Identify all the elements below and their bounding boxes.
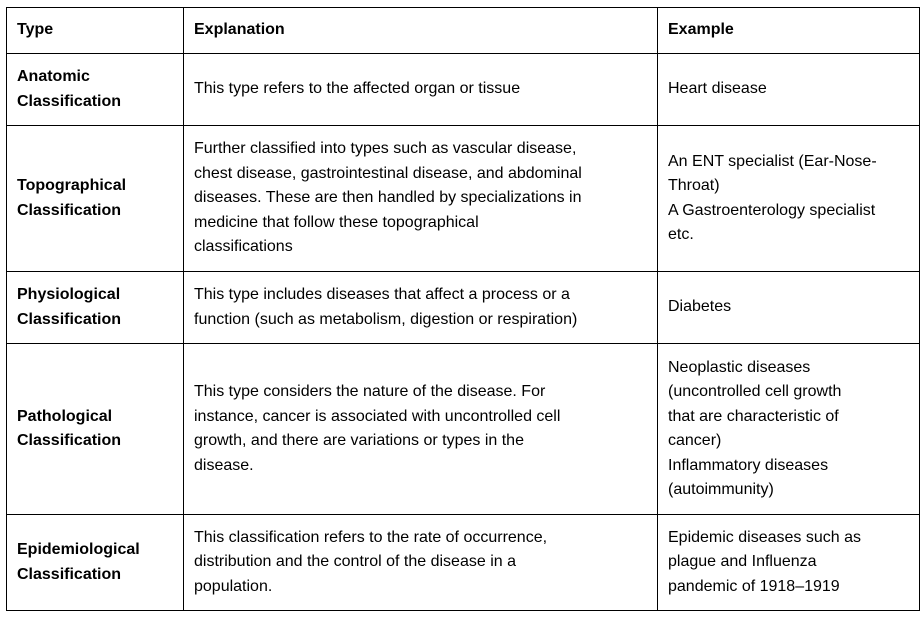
cell-line: diseases. These are then handled by specializations in — [194, 189, 582, 207]
table-row — [7, 126, 920, 272]
cell-line: Classification — [17, 201, 122, 219]
cell-line: Classification — [17, 310, 122, 328]
cell-line: function (such as metabolism, digestion or respiration) — [194, 310, 578, 328]
cell-line: Epidemic diseases such as — [668, 528, 861, 546]
header-type: Type — [7, 8, 184, 54]
cell-line: Classification — [17, 432, 122, 449]
cell-line: instance, cancer is associated with uncontrolled cell — [194, 407, 561, 425]
cell-line: population. — [194, 577, 273, 595]
cell-line: (uncontrolled cell growth — [668, 383, 842, 400]
type-cell — [7, 272, 184, 344]
header-example: Example — [658, 8, 920, 54]
cell-line: growth, and there are variations or types in the — [194, 432, 524, 449]
example-cell — [658, 344, 920, 515]
example-cell — [658, 126, 920, 272]
cell-line: Classification — [17, 565, 122, 583]
example-cell — [658, 272, 920, 344]
cell-line: This type considers the nature of the disease. For — [194, 383, 546, 400]
explanation-cell — [184, 126, 658, 272]
type-cell — [7, 515, 184, 611]
type-cell — [7, 344, 184, 515]
cell-line: etc. — [668, 226, 694, 243]
table-row — [7, 54, 920, 126]
cell-line: This classification refers to the rate of occurrence, — [194, 528, 548, 546]
cell-line: Neoplastic diseases — [668, 358, 811, 376]
cell-line: medicine that follow these topographical — [194, 213, 479, 231]
cell-line: Epidemiological — [17, 541, 140, 558]
cell-line: This type includes diseases that affect a process or a — [194, 286, 570, 303]
cell-line: disease. — [194, 456, 254, 474]
cell-line: Physiological — [17, 286, 121, 303]
cell-line: This type refers to the affected organ or tissue — [194, 80, 521, 98]
cell-line: A Gastroenterology specialist — [668, 201, 876, 219]
example-cell — [658, 54, 920, 126]
cell-line: classifications — [194, 238, 293, 256]
table-row — [7, 272, 920, 344]
table-row — [7, 344, 920, 515]
table-header-row — [7, 8, 920, 54]
example-cell — [658, 515, 920, 611]
cell-line: distribution and the control of the disease in a — [194, 553, 516, 571]
cell-line: Pathological — [17, 407, 113, 425]
cell-line: Further classified into types such as vascular disease, — [194, 140, 577, 158]
explanation-cell — [184, 344, 658, 515]
cell-line: plague and Influenza — [668, 553, 817, 571]
cell-line: chest disease, gastrointestinal disease, and abdominal — [194, 164, 582, 182]
cell-line: Inflammatory diseases — [668, 456, 829, 474]
table-row — [7, 515, 920, 611]
header-explanation: Explanation — [184, 8, 658, 54]
cell-line: Diabetes — [668, 298, 732, 316]
cell-line: that are characteristic of — [668, 407, 839, 425]
cell-line: Anatomic — [17, 68, 90, 85]
cell-line: cancer) — [668, 432, 722, 449]
explanation-cell — [184, 272, 658, 344]
explanation-cell — [184, 54, 658, 126]
explanation-cell — [184, 515, 658, 611]
cell-line: Heart disease — [668, 80, 767, 98]
cell-line: An ENT specialist (Ear-Nose- — [668, 152, 877, 170]
classification-table — [6, 7, 920, 611]
cell-line: pandemic of 1918–1919 — [668, 577, 840, 595]
cell-line: Topographical — [17, 177, 127, 194]
cell-line: (autoimmunity) — [668, 481, 774, 498]
cell-line: Classification — [17, 92, 122, 110]
type-cell — [7, 126, 184, 272]
cell-line: Throat) — [668, 177, 720, 194]
type-cell — [7, 54, 184, 126]
